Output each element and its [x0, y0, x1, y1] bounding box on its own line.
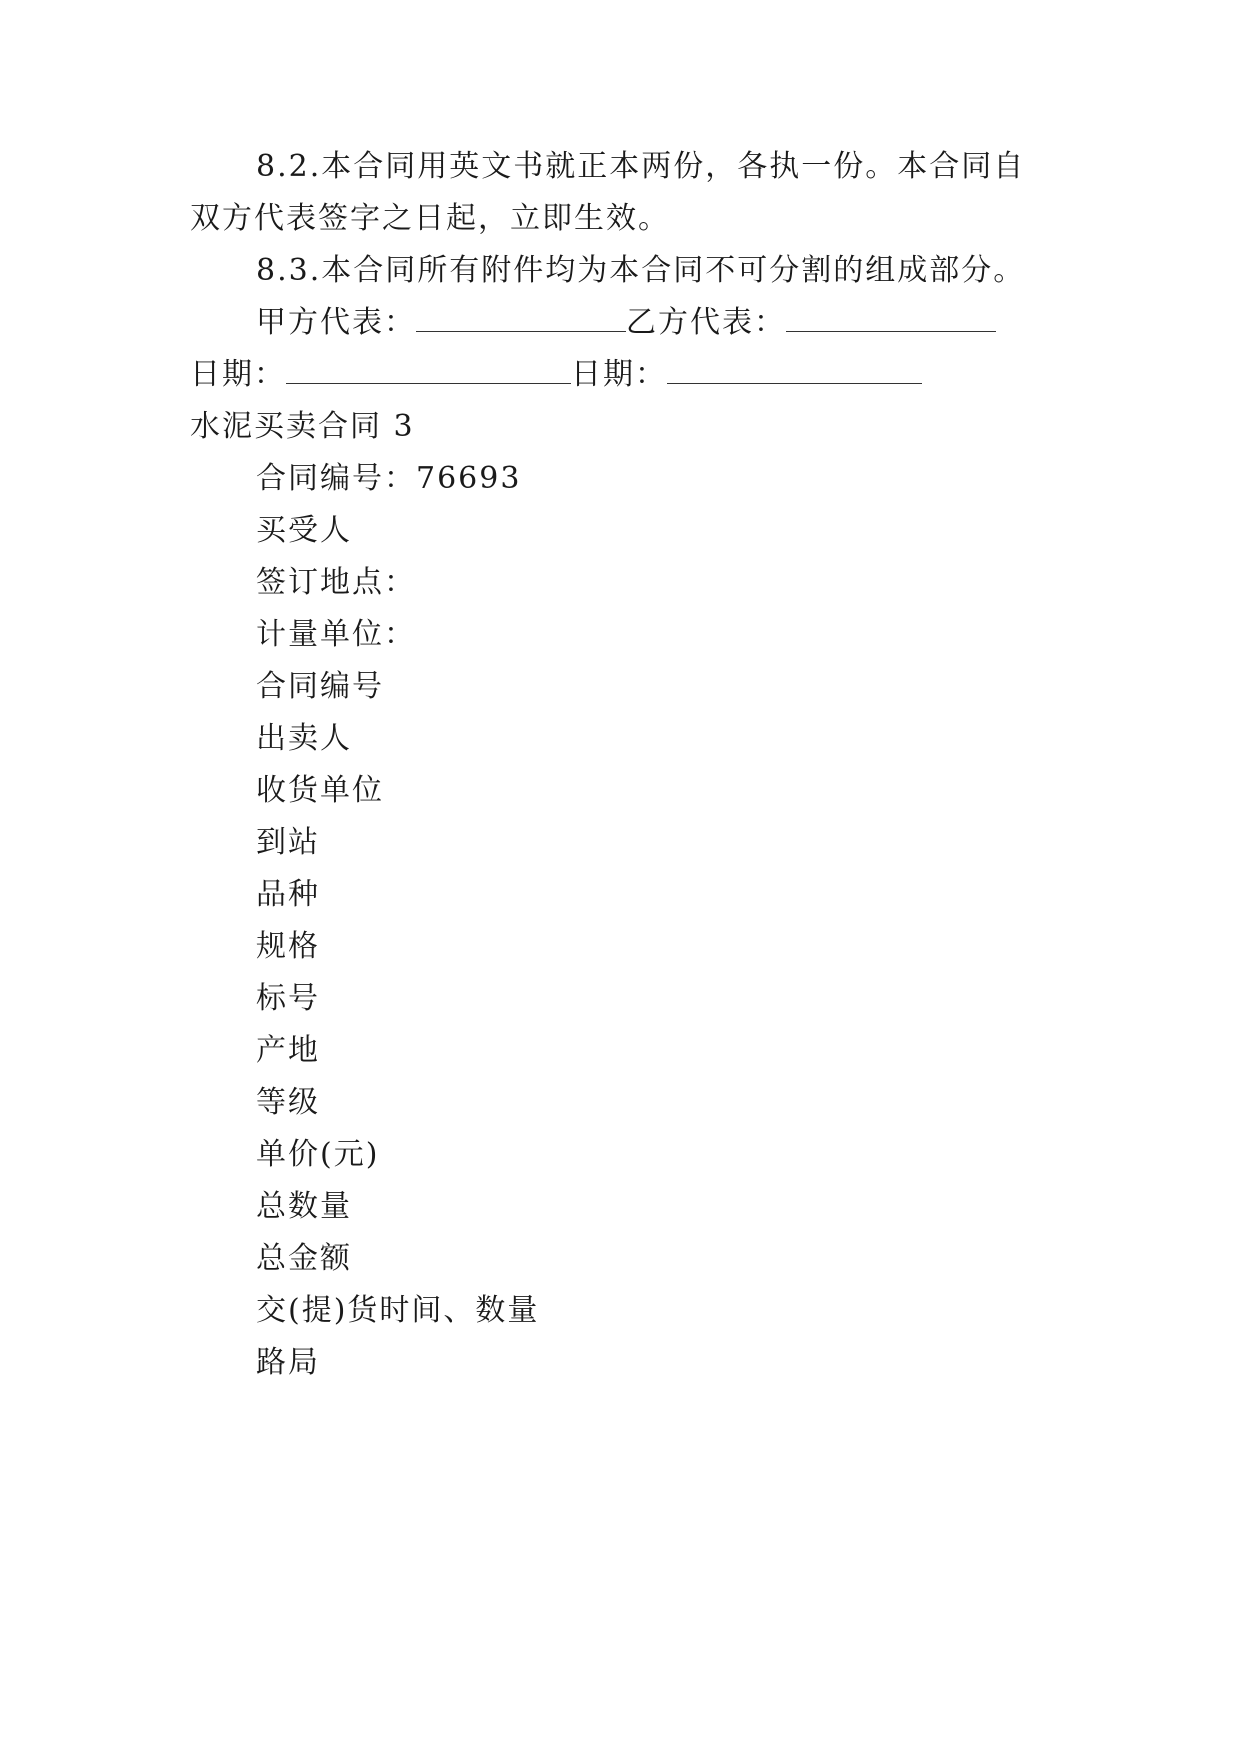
- clause-8-3: 8.3.本合同所有附件均为本合同不可分割的组成部分。: [256, 253, 1026, 288]
- date-b-blank[interactable]: [667, 355, 922, 384]
- date-a-label: 日期：: [190, 357, 286, 392]
- field-level: 等级: [256, 1085, 320, 1120]
- field-variety: 品种: [256, 877, 320, 912]
- signature-row: [256, 303, 996, 343]
- field-origin: 产地: [256, 1033, 320, 1068]
- field-unit-price: 单价(元): [256, 1137, 380, 1172]
- date-b-label: 日期：: [571, 357, 667, 392]
- field-total-qty: 总数量: [256, 1189, 352, 1224]
- date-a-blank[interactable]: [286, 355, 571, 384]
- field-signing-place: 签订地点：: [256, 565, 416, 600]
- field-station: 到站: [256, 825, 320, 860]
- party-b-label: 乙方代表：: [626, 305, 786, 340]
- contract-number: 合同编号：76693: [256, 461, 522, 496]
- field-grade-mark: 标号: [256, 981, 320, 1016]
- field-buyer: 买受人: [256, 513, 352, 548]
- field-spec: 规格: [256, 929, 320, 964]
- field-seller: 出卖人: [256, 721, 352, 756]
- field-unit: 计量单位：: [256, 617, 416, 652]
- party-a-blank[interactable]: [416, 303, 626, 332]
- party-a-label: 甲方代表：: [256, 305, 416, 340]
- field-delivery-time: 交(提)货时间、数量: [256, 1293, 540, 1328]
- field-contract-no: 合同编号: [256, 669, 384, 704]
- clause-8-2-line2: 双方代表签字之日起，立即生效。: [190, 201, 670, 236]
- section-title: 水泥买卖合同 3: [190, 409, 415, 444]
- clause-8-2-line1: 8.2.本合同用英文书就正本两份，各执一份。本合同自: [256, 149, 1026, 184]
- field-total-amount: 总金额: [256, 1241, 352, 1276]
- date-row: [190, 355, 922, 395]
- party-b-blank[interactable]: [786, 303, 996, 332]
- field-railway-bureau: 路局: [256, 1345, 320, 1380]
- field-receiver: 收货单位: [256, 773, 384, 808]
